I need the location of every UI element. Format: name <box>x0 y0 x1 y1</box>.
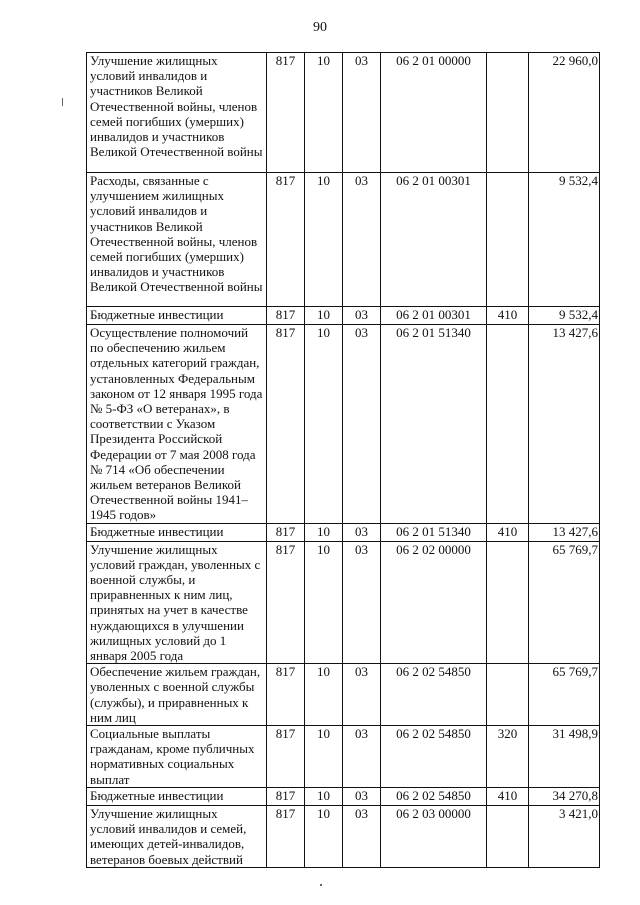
row-name: Социальные выплаты гражданам, кроме публичных нормативных социальных выплат <box>87 726 267 788</box>
section-code: 10 <box>305 541 343 664</box>
ministry-code: 817 <box>267 173 305 307</box>
amount: 13 427,6 <box>529 523 600 541</box>
expense-type-code <box>487 53 529 173</box>
subsection-code: 03 <box>343 726 381 788</box>
row-name: Расходы, связанные с улучшением жилищных условий инвалидов и участников Великой Отечественной войны, членов семей погибших (умерших) инвалидов и участников Великой Отечественной войны <box>87 173 267 307</box>
budget-table <box>86 52 600 868</box>
amount: 3 421,0 <box>529 806 600 868</box>
row-name: Бюджетные инвестиции <box>87 788 267 806</box>
target-code: 06 2 01 00301 <box>381 173 487 307</box>
subsection-code: 03 <box>343 664 381 726</box>
section-code: 10 <box>305 523 343 541</box>
subsection-code: 03 <box>343 307 381 325</box>
table-row <box>87 726 600 788</box>
subsection-code: 03 <box>343 523 381 541</box>
amount: 65 769,7 <box>529 664 600 726</box>
expense-type-code <box>487 806 529 868</box>
section-code: 10 <box>305 806 343 868</box>
subsection-code: 03 <box>343 325 381 524</box>
row-name: Бюджетные инвестиции <box>87 307 267 325</box>
ministry-code: 817 <box>267 788 305 806</box>
target-code: 06 2 01 00301 <box>381 307 487 325</box>
section-code: 10 <box>305 325 343 524</box>
table-row <box>87 307 600 325</box>
expense-type-code: 410 <box>487 523 529 541</box>
expense-type-code <box>487 325 529 524</box>
expense-type-code <box>487 173 529 307</box>
target-code: 06 2 02 54850 <box>381 664 487 726</box>
target-code: 06 2 02 54850 <box>381 726 487 788</box>
target-code: 06 2 01 00000 <box>381 53 487 173</box>
section-code: 10 <box>305 664 343 726</box>
target-code: 06 2 02 54850 <box>381 788 487 806</box>
section-code: 10 <box>305 726 343 788</box>
section-code: 10 <box>305 173 343 307</box>
target-code: 06 2 01 51340 <box>381 523 487 541</box>
expense-type-code <box>487 541 529 664</box>
subsection-code: 03 <box>343 541 381 664</box>
target-code: 06 2 03 00000 <box>381 806 487 868</box>
row-name: Осуществление полномочий по обеспечению жильем отдельных категорий граждан, установленных Федеральным законом от 12 января 1995 года № 5-ФЗ «О ветеранах», в соответствии с Указом Президента Российской Федерации от 7 мая 2008 года № 714 «Об обеспечении жильем ветеранов Великой Отечественной войны 1941–1945 годов» <box>87 325 267 524</box>
table-row <box>87 788 600 806</box>
table-row <box>87 53 600 173</box>
table-row <box>87 325 600 524</box>
ministry-code: 817 <box>267 664 305 726</box>
amount: 22 960,0 <box>529 53 600 173</box>
scan-speck <box>320 884 322 886</box>
expense-type-code: 320 <box>487 726 529 788</box>
section-code: 10 <box>305 53 343 173</box>
subsection-code: 03 <box>343 788 381 806</box>
expense-type-code: 410 <box>487 307 529 325</box>
ministry-code: 817 <box>267 53 305 173</box>
ministry-code: 817 <box>267 726 305 788</box>
subsection-code: 03 <box>343 53 381 173</box>
ministry-code: 817 <box>267 325 305 524</box>
expense-type-code <box>487 664 529 726</box>
table-row <box>87 523 600 541</box>
row-name: Улучшение жилищных условий инвалидов и участников Великой Отечественной войны, членов семей погибших (умерших) инвалидов и участников Великой Отечественной войны <box>87 53 267 173</box>
amount: 31 498,9 <box>529 726 600 788</box>
subsection-code: 03 <box>343 173 381 307</box>
subsection-code: 03 <box>343 806 381 868</box>
table-row <box>87 664 600 726</box>
target-code: 06 2 02 00000 <box>381 541 487 664</box>
table-row <box>87 173 600 307</box>
amount: 9 532,4 <box>529 307 600 325</box>
row-name: Бюджетные инвестиции <box>87 523 267 541</box>
ministry-code: 817 <box>267 806 305 868</box>
page-number: 90 <box>313 20 327 35</box>
ministry-code: 817 <box>267 523 305 541</box>
ministry-code: 817 <box>267 541 305 664</box>
amount: 13 427,6 <box>529 325 600 524</box>
ministry-code: 817 <box>267 307 305 325</box>
table-row <box>87 806 600 868</box>
row-name: Улучшение жилищных условий инвалидов и семей, имеющих детей-инвалидов, ветеранов боевых действий <box>87 806 267 868</box>
amount: 9 532,4 <box>529 173 600 307</box>
amount: 65 769,7 <box>529 541 600 664</box>
table-row <box>87 541 600 664</box>
section-code: 10 <box>305 788 343 806</box>
amount: 34 270,8 <box>529 788 600 806</box>
expense-type-code: 410 <box>487 788 529 806</box>
row-name: Улучшение жилищных условий граждан, уволенных с военной службы, и приравненных к ним лиц, принятых на учет в качестве нуждающихся в улучшении жилищных условий до 1 января 2005 года <box>87 541 267 664</box>
row-name: Обеспечение жильем граждан, уволенных с военной службы (службы), и приравненных к ним лиц <box>87 664 267 726</box>
target-code: 06 2 01 51340 <box>381 325 487 524</box>
scan-speck <box>62 98 63 106</box>
section-code: 10 <box>305 307 343 325</box>
